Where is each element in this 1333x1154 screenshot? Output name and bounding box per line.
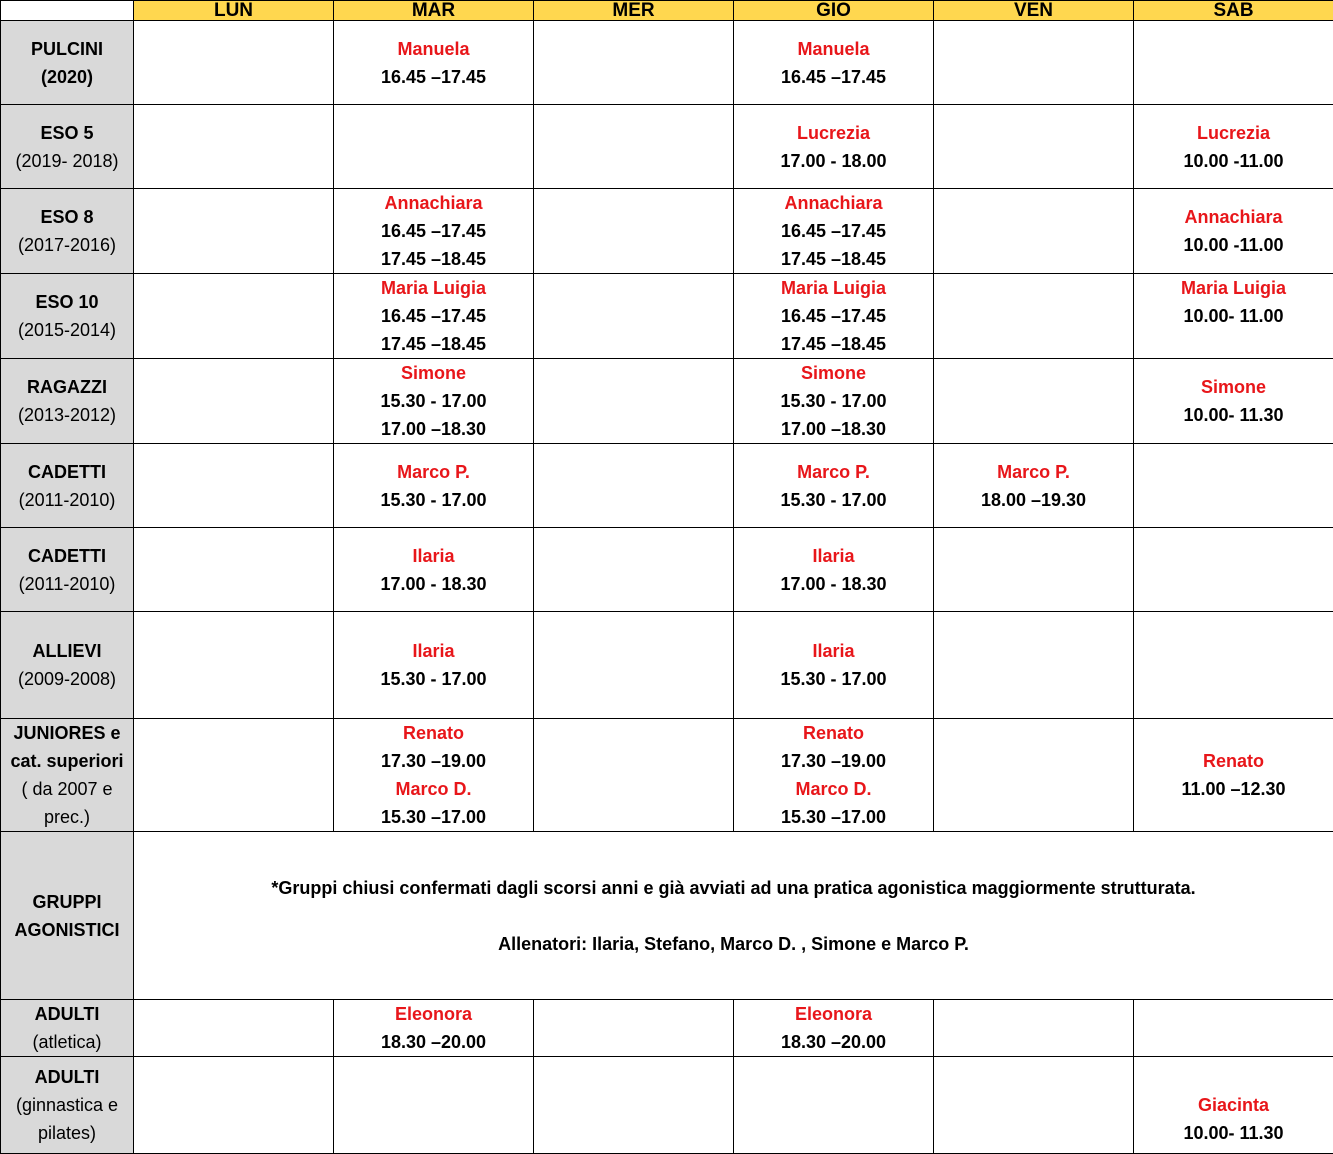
category-name: CADETTI (1, 542, 133, 570)
schedule-cell-lun (134, 105, 334, 189)
schedule-cell-mar (334, 612, 534, 719)
agonistic-note: *Gruppi chiusi confermati dagli scorsi anni e già avviati ad una pratica agonistica maggiormente strutturata. (134, 874, 1333, 902)
time-slot: 16.45 –17.45 (734, 63, 933, 91)
schedule-cell-ven (934, 274, 1134, 359)
coach-name: Manuela (734, 35, 933, 63)
coach-name: Renato (1134, 747, 1333, 775)
coach-name: Annachiara (334, 189, 533, 217)
schedule-cell-mer (534, 528, 734, 612)
schedule-cell-mar (334, 274, 534, 359)
coach-name: Marco P. (334, 458, 533, 486)
time-slot: 17.45 –18.45 (734, 330, 933, 358)
schedule-cell-ven (934, 359, 1134, 444)
schedule-cell-gio (734, 1057, 934, 1154)
schedule-cell-mar (334, 719, 534, 832)
coach-name: Simone (1134, 373, 1333, 401)
schedule-cell-sab (1134, 21, 1333, 105)
schedule-cell-sab (1134, 1000, 1333, 1057)
time-slot: 15.30 - 17.00 (734, 387, 933, 415)
coach-name: Lucrezia (1134, 119, 1333, 147)
schedule-cell-mar (334, 1000, 534, 1057)
schedule-cell-gio (734, 444, 934, 528)
schedule-cell-sab (1134, 105, 1333, 189)
spacer (1134, 1063, 1333, 1091)
category-years: (2015-2014) (1, 316, 133, 344)
schedule-cell-gio (734, 528, 934, 612)
time-slot: 10.00 -11.00 (1134, 231, 1333, 259)
coach-name: Lucrezia (734, 119, 933, 147)
coach-name: Eleonora (334, 1000, 533, 1028)
schedule-cell-gio (734, 21, 934, 105)
time-slot: 10.00- 11.30 (1134, 1119, 1333, 1147)
time-slot: 18.30 –20.00 (734, 1028, 933, 1056)
schedule-cell-sab (1134, 1057, 1333, 1154)
category-cell (1, 274, 134, 359)
schedule-cell-gio (734, 1000, 934, 1057)
schedule-cell-lun (134, 21, 334, 105)
schedule-cell-lun (134, 1057, 334, 1154)
time-slot: 15.30 –17.00 (334, 803, 533, 831)
schedule-cell-lun (134, 189, 334, 274)
time-slot: 17.00 - 18.30 (334, 570, 533, 598)
schedule-cell-ven (934, 1000, 1134, 1057)
table-row (1, 105, 1333, 189)
schedule-cell-sab (1134, 444, 1333, 528)
corner-cell (1, 1, 134, 21)
coach-name: Ilaria (734, 637, 933, 665)
agonistic-coaches: Allenatori: Ilaria, Stefano, Marco D. , Simone e Marco P. (134, 930, 1333, 958)
category-name: ALLIEVI (1, 637, 133, 665)
schedule-cell-mer (534, 1000, 734, 1057)
schedule-cell-lun (134, 528, 334, 612)
table-row (1, 1057, 1333, 1154)
day-header: SAB (1134, 1, 1333, 21)
time-slot: 17.00 - 18.00 (734, 147, 933, 175)
coach-name: Ilaria (334, 637, 533, 665)
time-slot: 18.00 –19.30 (934, 486, 1133, 514)
time-slot: 16.45 –17.45 (734, 217, 933, 245)
category-name: ESO 8 (1, 203, 133, 231)
day-header: MER (534, 1, 734, 21)
schedule-cell-mer (534, 105, 734, 189)
coach-name: Manuela (334, 35, 533, 63)
schedule-cell-mar (334, 1057, 534, 1154)
schedule-cell-sab (1134, 189, 1333, 274)
schedule-cell-gio (734, 359, 934, 444)
time-slot: 17.30 –19.00 (334, 747, 533, 775)
coach-name: Simone (734, 359, 933, 387)
coach-name: Eleonora (734, 1000, 933, 1028)
spacer (1134, 330, 1333, 358)
day-header: LUN (134, 1, 334, 21)
schedule-cell-sab (1134, 274, 1333, 359)
category-name: ESO 5 (1, 119, 133, 147)
coach-name: Marco P. (734, 458, 933, 486)
coach-name: Marco D. (334, 775, 533, 803)
time-slot: 16.45 –17.45 (334, 302, 533, 330)
schedule-cell-lun (134, 1000, 334, 1057)
time-slot: 11.00 –12.30 (1134, 775, 1333, 803)
category-cell (1, 189, 134, 274)
table-row (1, 21, 1333, 105)
day-header: VEN (934, 1, 1134, 21)
table-row (1, 612, 1333, 719)
table-row (1, 359, 1333, 444)
category-cell (1, 1057, 134, 1154)
day-header: MAR (334, 1, 534, 21)
time-slot: 17.45 –18.45 (734, 245, 933, 273)
time-slot: 15.30 - 17.00 (734, 486, 933, 514)
category-name: RAGAZZI (1, 373, 133, 401)
schedule-cell-gio (734, 719, 934, 832)
time-slot: 10.00- 11.00 (1134, 302, 1333, 330)
schedule-cell-sab (1134, 359, 1333, 444)
category-years: (2020) (1, 63, 133, 91)
category-cell (1, 832, 134, 1000)
schedule-cell-ven (934, 719, 1134, 832)
schedule-cell-ven (934, 105, 1134, 189)
category-years: (2011-2010) (1, 486, 133, 514)
schedule-cell-lun (134, 359, 334, 444)
schedule-cell-ven (934, 612, 1134, 719)
coach-name: Maria Luigia (334, 274, 533, 302)
schedule-cell-ven (934, 1057, 1134, 1154)
schedule-cell-ven (934, 444, 1134, 528)
category-years: (2019- 2018) (1, 147, 133, 175)
time-slot: 15.30 - 17.00 (334, 387, 533, 415)
coach-name: Ilaria (334, 542, 533, 570)
coach-name: Simone (334, 359, 533, 387)
time-slot: 17.00 –18.30 (734, 415, 933, 443)
time-slot: 15.30 - 17.00 (334, 486, 533, 514)
category-cell (1, 359, 134, 444)
coach-name: Renato (734, 719, 933, 747)
table-row (1, 189, 1333, 274)
table-row (1, 444, 1333, 528)
category-name: JUNIORES e cat. superiori (1, 719, 133, 775)
schedule-cell-ven (934, 528, 1134, 612)
table-row (1, 1000, 1333, 1057)
coach-name: Giacinta (1134, 1091, 1333, 1119)
category-name: ADULTI (1, 1000, 133, 1028)
schedule-cell-gio (734, 189, 934, 274)
time-slot: 16.45 –17.45 (734, 302, 933, 330)
schedule-cell-mar (334, 359, 534, 444)
day-header-row (1, 1, 1333, 21)
category-cell (1, 612, 134, 719)
category-name: ESO 10 (1, 288, 133, 316)
category-years: (2017-2016) (1, 231, 133, 259)
schedule-cell-mer (534, 444, 734, 528)
coach-name: Ilaria (734, 542, 933, 570)
schedule-cell-gio (734, 612, 934, 719)
schedule-cell-sab (1134, 719, 1333, 832)
schedule-cell-gio (734, 274, 934, 359)
category-years: (atletica) (1, 1028, 133, 1056)
table-row (1, 274, 1333, 359)
time-slot: 17.00 - 18.30 (734, 570, 933, 598)
category-years: (ginnastica e pilates) (1, 1091, 133, 1147)
category-cell (1, 528, 134, 612)
time-slot: 17.00 –18.30 (334, 415, 533, 443)
schedule-cell-gio (734, 105, 934, 189)
coach-name: Annachiara (1134, 203, 1333, 231)
schedule-cell-mer (534, 359, 734, 444)
time-slot: 16.45 –17.45 (334, 217, 533, 245)
coach-name: Renato (334, 719, 533, 747)
time-slot: 16.45 –17.45 (334, 63, 533, 91)
schedule-cell-mer (534, 274, 734, 359)
schedule-cell-lun (134, 274, 334, 359)
spacer (134, 902, 1333, 930)
schedule-cell-ven (934, 21, 1134, 105)
schedule-cell-mar (334, 105, 534, 189)
schedule-cell-mar (334, 189, 534, 274)
category-years: (2009-2008) (1, 665, 133, 693)
schedule-cell-lun (134, 444, 334, 528)
schedule-cell-mer (534, 1057, 734, 1154)
category-years: (2013-2012) (1, 401, 133, 429)
category-name: PULCINI (1, 35, 133, 63)
category-cell (1, 105, 134, 189)
time-slot: 17.45 –18.45 (334, 330, 533, 358)
time-slot: 15.30 - 17.00 (334, 665, 533, 693)
category-cell (1, 719, 134, 832)
time-slot: 18.30 –20.00 (334, 1028, 533, 1056)
coach-name: Annachiara (734, 189, 933, 217)
schedule-cell-sab (1134, 612, 1333, 719)
category-name: CADETTI (1, 458, 133, 486)
category-name: GRUPPI AGONISTICI (1, 888, 133, 944)
day-header: GIO (734, 1, 934, 21)
category-years: (2011-2010) (1, 570, 133, 598)
coach-name: Marco P. (934, 458, 1133, 486)
schedule-cell-lun (134, 719, 334, 832)
category-cell (1, 1000, 134, 1057)
category-cell (1, 444, 134, 528)
schedule-cell-mer (534, 719, 734, 832)
table-row-agonistic (1, 832, 1333, 1000)
category-years: ( da 2007 e prec.) (1, 775, 133, 831)
schedule-cell-mer (534, 189, 734, 274)
schedule-cell-mar (334, 21, 534, 105)
schedule-cell-sab (1134, 528, 1333, 612)
coach-name: Maria Luigia (1134, 274, 1333, 302)
schedule-cell-mer (534, 21, 734, 105)
agonistic-note-cell (134, 832, 1333, 1000)
coach-name: Marco D. (734, 775, 933, 803)
schedule-body (1, 21, 1333, 1154)
schedule-cell-mer (534, 612, 734, 719)
table-row (1, 719, 1333, 832)
time-slot: 10.00 -11.00 (1134, 147, 1333, 175)
time-slot: 17.30 –19.00 (734, 747, 933, 775)
table-row (1, 528, 1333, 612)
coach-name: Maria Luigia (734, 274, 933, 302)
category-name: ADULTI (1, 1063, 133, 1091)
category-cell (1, 21, 134, 105)
time-slot: 10.00- 11.30 (1134, 401, 1333, 429)
schedule-cell-lun (134, 612, 334, 719)
time-slot: 15.30 - 17.00 (734, 665, 933, 693)
time-slot: 17.45 –18.45 (334, 245, 533, 273)
schedule-cell-mar (334, 528, 534, 612)
time-slot: 15.30 –17.00 (734, 803, 933, 831)
schedule-cell-mar (334, 444, 534, 528)
schedule-cell-ven (934, 189, 1134, 274)
